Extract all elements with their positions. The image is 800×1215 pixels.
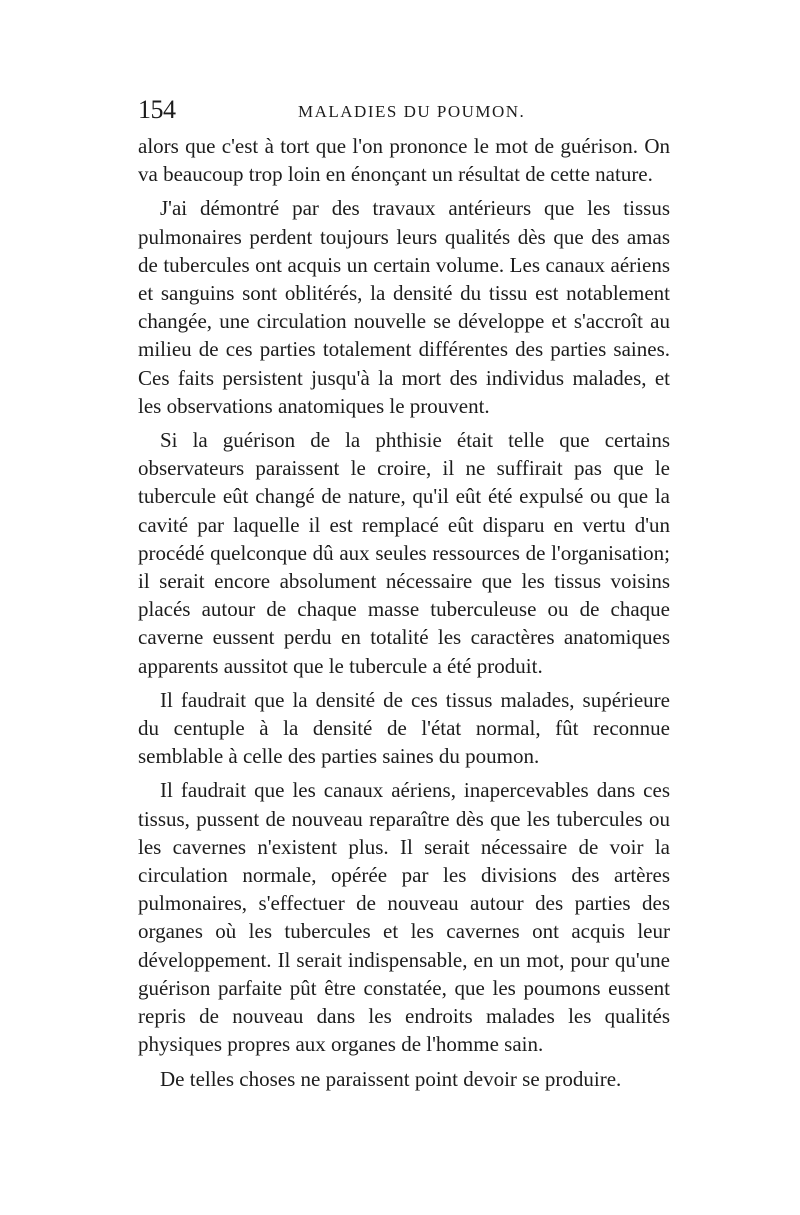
paragraph-continuation: alors que c'est à tort que l'on prononce le mot de guérison. On va beaucoup trop loin en énonçant un résultat de cette nature.	[138, 134, 670, 187]
running-title: MALADIES DU POUMON.	[298, 102, 526, 121]
paragraph: De telles choses ne paraissent point devoir se produire.	[160, 1066, 622, 1091]
paragraph: Si la guérison de la phthisie était telle que certains observateurs paraissent le croire, il ne suffirait pas que le tubercule eût changé de nature, qu'il eût été expulsé ou que la cavité par laquelle il est remplacé eût disparu en vertu d'un procédé quelconque dû aux seules ressources de l'organisation; il serait encore absolument nécessaire que les tissus voisins placés autour de chaque masse tuberculeuse ou de chaque caverne eussent perdu en totalité les caractères anatomiques apparents aussitot que le tubercule a été produit.	[138, 428, 670, 678]
paragraph: Il faudrait que la densité de ces tissus malades, supérieure du centuple à la densité de l'état normal, fût reconnue semblable à celle des parties saines du poumon.	[138, 687, 670, 769]
paragraph: J'ai démontré par des travaux antérieurs que les tissus pulmonaires perdent toujours leurs qualités dès que des amas de tubercules ont acquis un certain volume. Les canaux aériens et sanguins sont oblitérés, la densité du tissu est notablement changée, une circulation nouvelle se développe et s'accroît au milieu de ces parties totalement différentes des parties saines. Ces faits persistent jusqu'à la mort des individus malades, et les observations anatomiques le prouvent.	[138, 196, 670, 418]
page-number: 154	[138, 95, 176, 124]
running-head	[138, 96, 670, 130]
paragraph: Il faudrait que les canaux aériens, inapercevables dans ces tissus, pussent de nouveau reparaître dès que les tubercules ou les cavernes n'existent plus. Il serait nécessaire de voir la circulation normale, opérée par les divisions des artères pulmonaires, s'effectuer de nouveau autour des parties des organes où les tubercules et les cavernes ont acquis leur développement. Il serait indispensable, en un mot, pour qu'une guérison parfaite pût être constatée, que les poumons eussent repris de nouveau dans les endroits malades les qualités physiques propres aux organes de l'homme sain.	[138, 778, 670, 1057]
book-page	[138, 96, 670, 1099]
body-text	[138, 132, 670, 1093]
